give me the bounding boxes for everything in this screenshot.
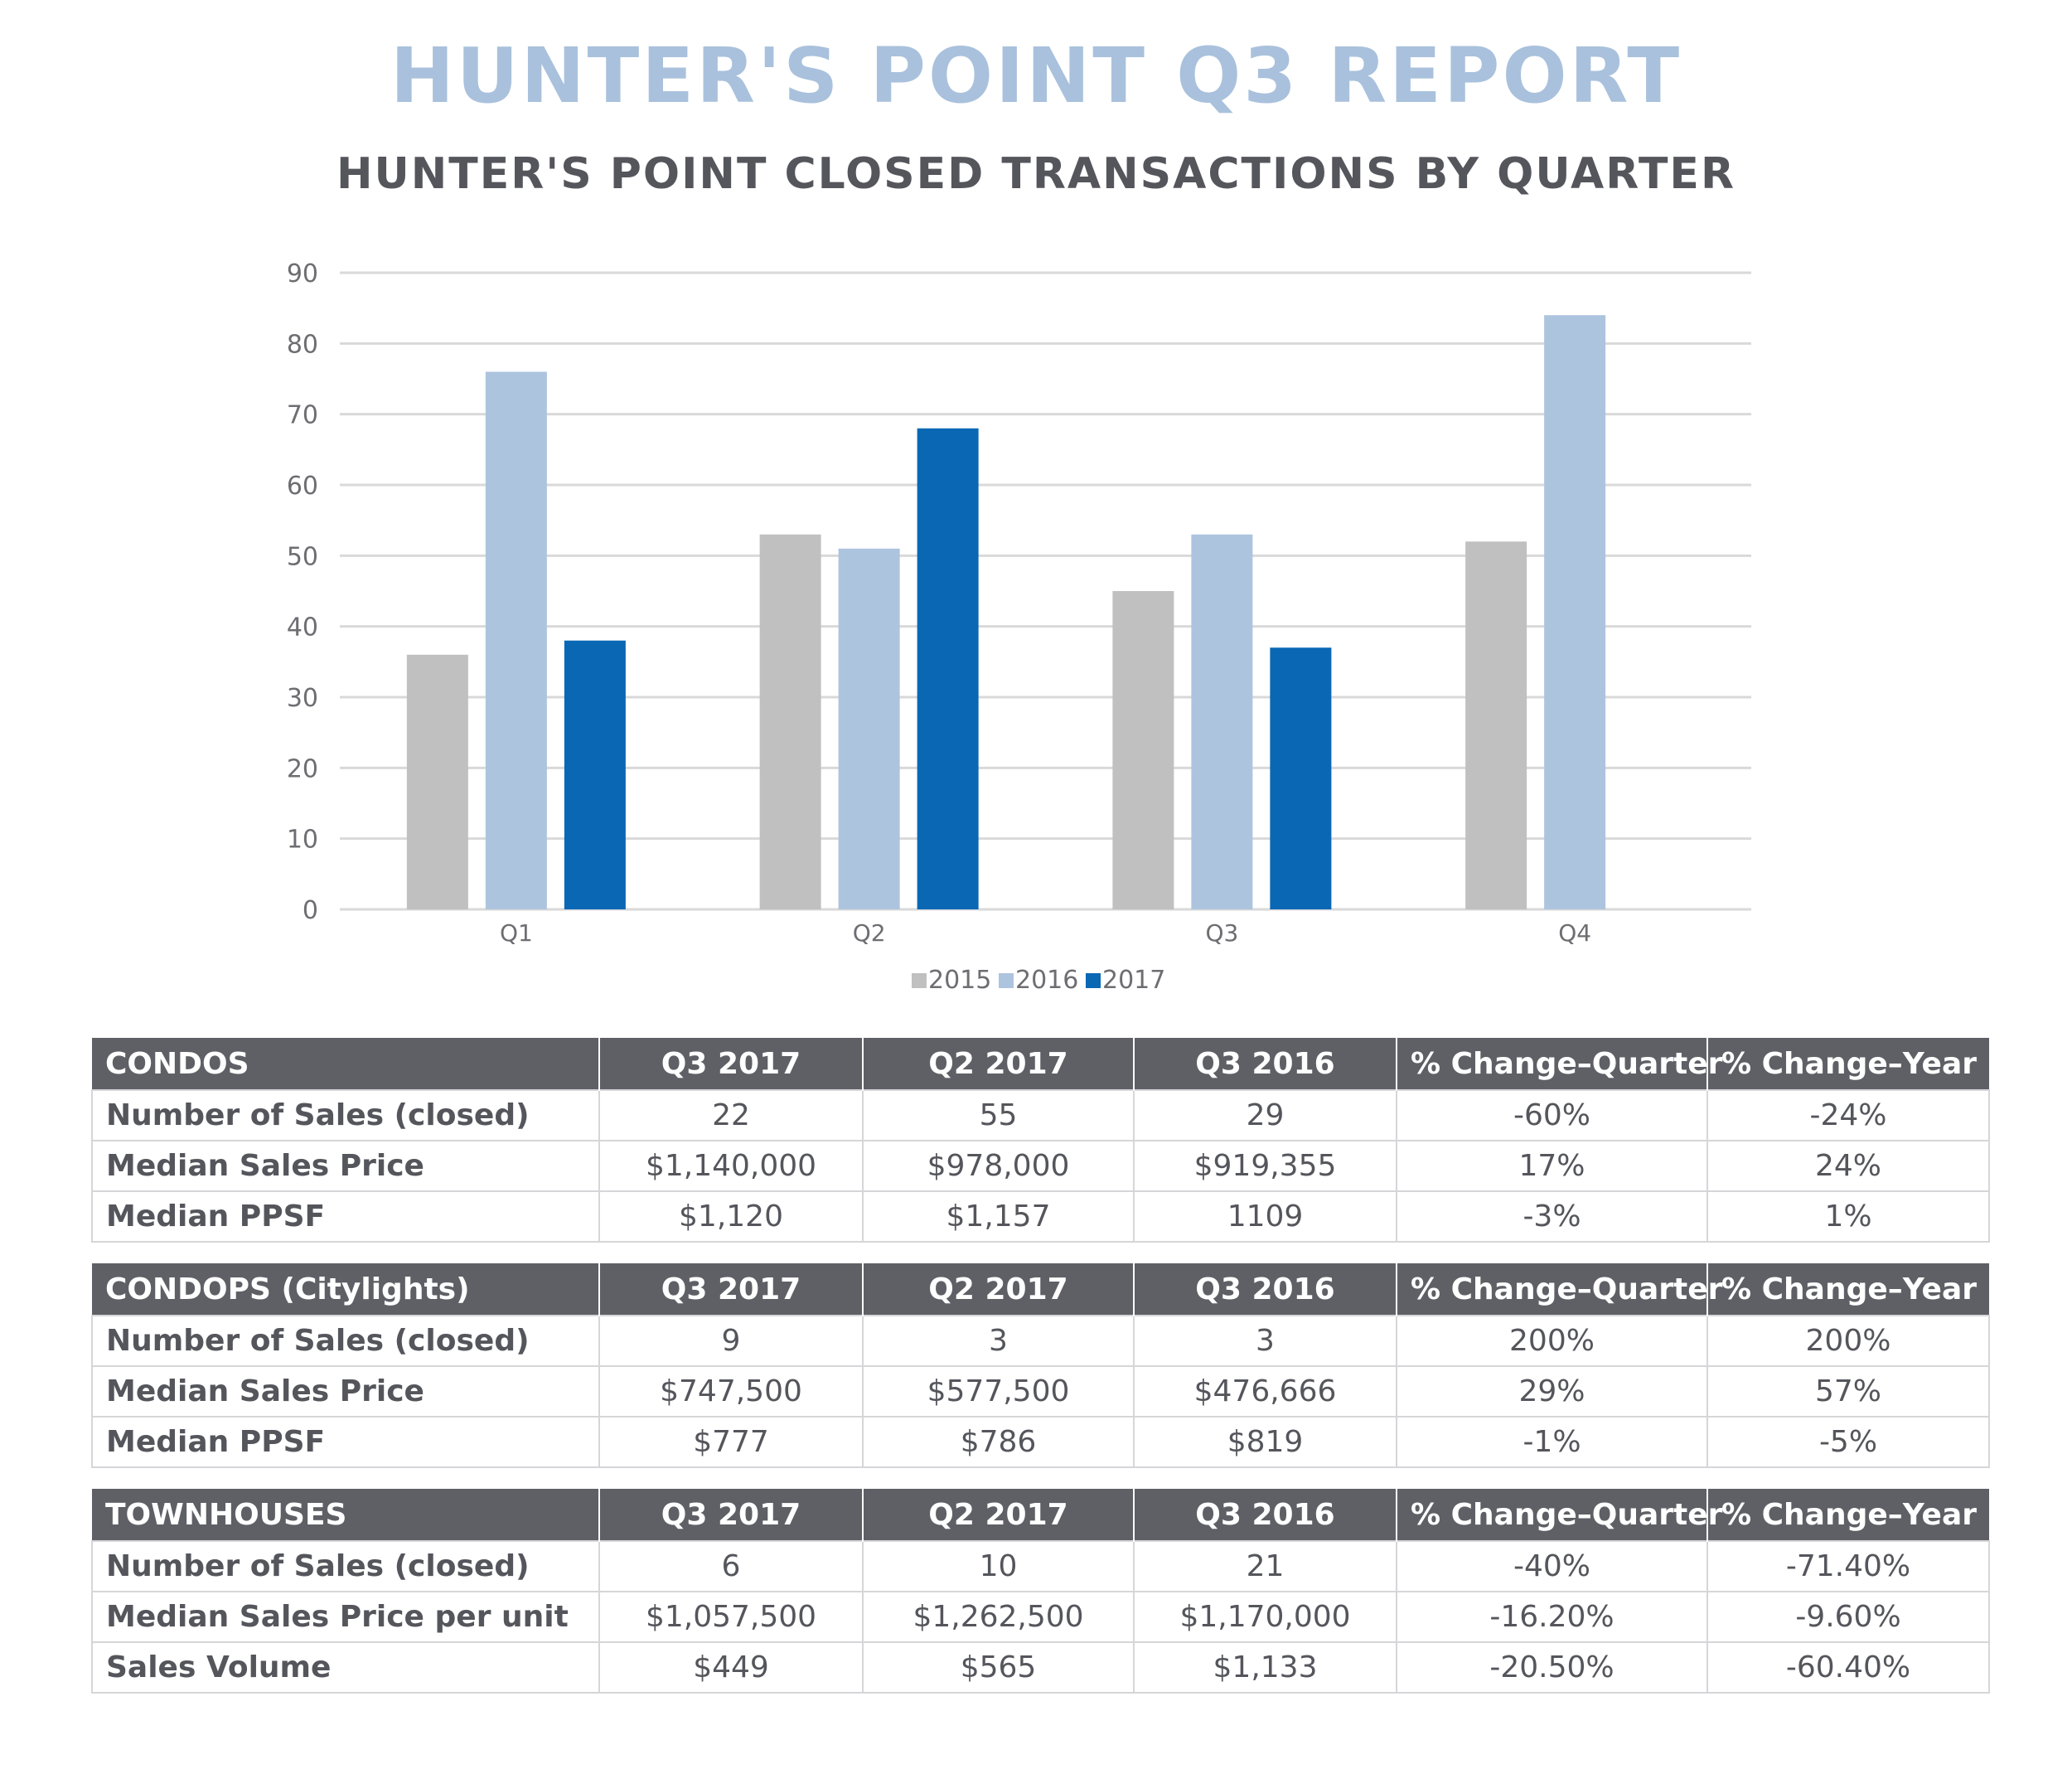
table-header-q3-2017: Q3 2017 [599,1489,863,1541]
table-cell: 57% [1707,1366,1989,1417]
bar [564,641,626,909]
bar [917,429,979,909]
table-cell: -24% [1707,1090,1989,1141]
bar [1270,647,1331,909]
legend-label: 2015 [928,966,992,995]
row-label: Number of Sales (closed) [92,1090,599,1141]
table-cell: $449 [599,1642,863,1693]
table-cell: $1,157 [863,1191,1134,1242]
table-cell: 21 [1134,1541,1397,1592]
table-row [92,1592,1989,1642]
x-tick-label: Q3 [1205,919,1239,947]
row-label: Median Sales Price [92,1141,599,1191]
y-tick-label: 30 [286,684,318,713]
table-cell: 1109 [1134,1191,1397,1242]
row-label: Median Sales Price per unit [92,1592,599,1642]
table-row [92,1316,1989,1366]
y-tick-label: 0 [302,896,318,925]
table-cell: 55 [863,1090,1134,1141]
table-cell: $565 [863,1642,1134,1693]
table-header-change-year: % Change–Year [1707,1038,1989,1090]
table-cell: 17% [1397,1141,1707,1191]
y-tick-label: 10 [286,825,318,855]
bar [1191,535,1252,909]
table-cell: $1,140,000 [599,1141,863,1191]
chart-title: HUNTER'S POINT CLOSED TRANSACTIONS BY QUARTER [336,149,1736,199]
table-header-change-quarter: % Change–Quarter [1397,1489,1707,1541]
legend-swatch [999,973,1014,988]
table-cell: $777 [599,1417,863,1467]
table-cell: -40% [1397,1541,1707,1592]
table-row [92,1191,1989,1242]
table-cell: -3% [1397,1191,1707,1242]
table-header-category: CONDOPS (Citylights) [92,1263,599,1316]
legend-swatch [912,973,927,988]
table-cell: -60% [1397,1090,1707,1141]
bar [1544,315,1605,909]
bar [839,549,900,909]
table-row [92,1090,1989,1141]
table-cell: 3 [1134,1316,1397,1366]
table-cell: -71.40% [1707,1541,1989,1592]
table-cell: $1,057,500 [599,1592,863,1642]
table-row [92,1541,1989,1592]
table-cell: 3 [863,1316,1134,1366]
table-cell: $819 [1134,1417,1397,1467]
table-header-q3-2016: Q3 2016 [1134,1263,1397,1316]
chart-y-axis [287,259,318,925]
y-tick-label: 80 [286,330,318,360]
table-cell: -20.50% [1397,1642,1707,1693]
y-tick-label: 60 [286,472,318,501]
table-cell: $1,133 [1134,1642,1397,1693]
table-cell: $577,500 [863,1366,1134,1417]
table-header-change-year: % Change–Year [1707,1489,1989,1541]
table-header-change-quarter: % Change–Quarter [1397,1263,1707,1316]
row-label: Median PPSF [92,1191,599,1242]
y-tick-label: 90 [286,259,318,288]
table-cell: 200% [1397,1316,1707,1366]
table-cell: $919,355 [1134,1141,1397,1191]
table-cell: $978,000 [863,1141,1134,1191]
condos-table [91,1038,1990,1243]
table-cell: $1,120 [599,1191,863,1242]
bar [1465,541,1527,909]
table-cell: $1,170,000 [1134,1592,1397,1642]
table-cell: 29 [1134,1090,1397,1141]
table-cell: -1% [1397,1417,1707,1467]
table-row [92,1642,1989,1693]
table-header-change-quarter: % Change–Quarter [1397,1038,1707,1090]
table-cell: -9.60% [1707,1592,1989,1642]
table-cell: 22 [599,1090,863,1141]
row-label: Median PPSF [92,1417,599,1467]
table-cell: 1% [1707,1191,1989,1242]
legend-label: 2017 [1102,966,1166,995]
table-header-row [92,1489,1989,1541]
x-tick-label: Q4 [1558,919,1592,947]
table-header-q3-2017: Q3 2017 [599,1038,863,1090]
y-tick-label: 70 [286,400,318,430]
table-cell: 200% [1707,1316,1989,1366]
table-cell: $747,500 [599,1366,863,1417]
row-label: Number of Sales (closed) [92,1316,599,1366]
table-cell: 10 [863,1541,1134,1592]
table-header-q2-2017: Q2 2017 [863,1038,1134,1090]
condops-table [91,1263,1990,1468]
legend-swatch [1086,973,1101,988]
table-cell: $786 [863,1417,1134,1467]
chart-bars [407,315,1605,909]
table-header-change-year: % Change–Year [1707,1263,1989,1316]
legend-label: 2016 [1015,966,1079,995]
table-header-q3-2017: Q3 2017 [599,1263,863,1316]
row-label: Sales Volume [92,1642,599,1693]
table-cell: 29% [1397,1366,1707,1417]
table-header-category: CONDOS [92,1038,599,1090]
chart-x-axis [500,919,1591,947]
bar [1112,591,1174,909]
table-header-category: TOWNHOUSES [92,1489,599,1541]
chart-gridlines [340,273,1751,909]
y-tick-label: 20 [286,754,318,784]
table-header-q3-2016: Q3 2016 [1134,1038,1397,1090]
x-tick-label: Q1 [499,919,533,947]
row-label: Median Sales Price [92,1366,599,1417]
table-header-q3-2016: Q3 2016 [1134,1489,1397,1541]
chart-legend [912,966,1165,995]
y-tick-label: 50 [286,542,318,572]
table-header-row [92,1263,1989,1316]
table-cell: -16.20% [1397,1592,1707,1642]
table-row [92,1417,1989,1467]
table-cell: $476,666 [1134,1366,1397,1417]
x-tick-label: Q2 [852,919,886,947]
bar [486,371,547,909]
table-header-q2-2017: Q2 2017 [863,1489,1134,1541]
table-cell: -60.40% [1707,1642,1989,1693]
table-row [92,1366,1989,1417]
bar [760,535,821,909]
table-cell: -5% [1707,1417,1989,1467]
table-cell: $1,262,500 [863,1592,1134,1642]
row-label: Number of Sales (closed) [92,1541,599,1592]
y-tick-label: 40 [286,613,318,642]
table-cell: 24% [1707,1141,1989,1191]
table-header-row [92,1038,1989,1090]
bar [407,655,468,909]
report-title: HUNTER'S POINT Q3 REPORT [390,32,1682,120]
table-row [92,1141,1989,1191]
table-cell: 9 [599,1316,863,1366]
table-header-q2-2017: Q2 2017 [863,1263,1134,1316]
table-cell: 6 [599,1541,863,1592]
townhouses-table [91,1489,1990,1694]
